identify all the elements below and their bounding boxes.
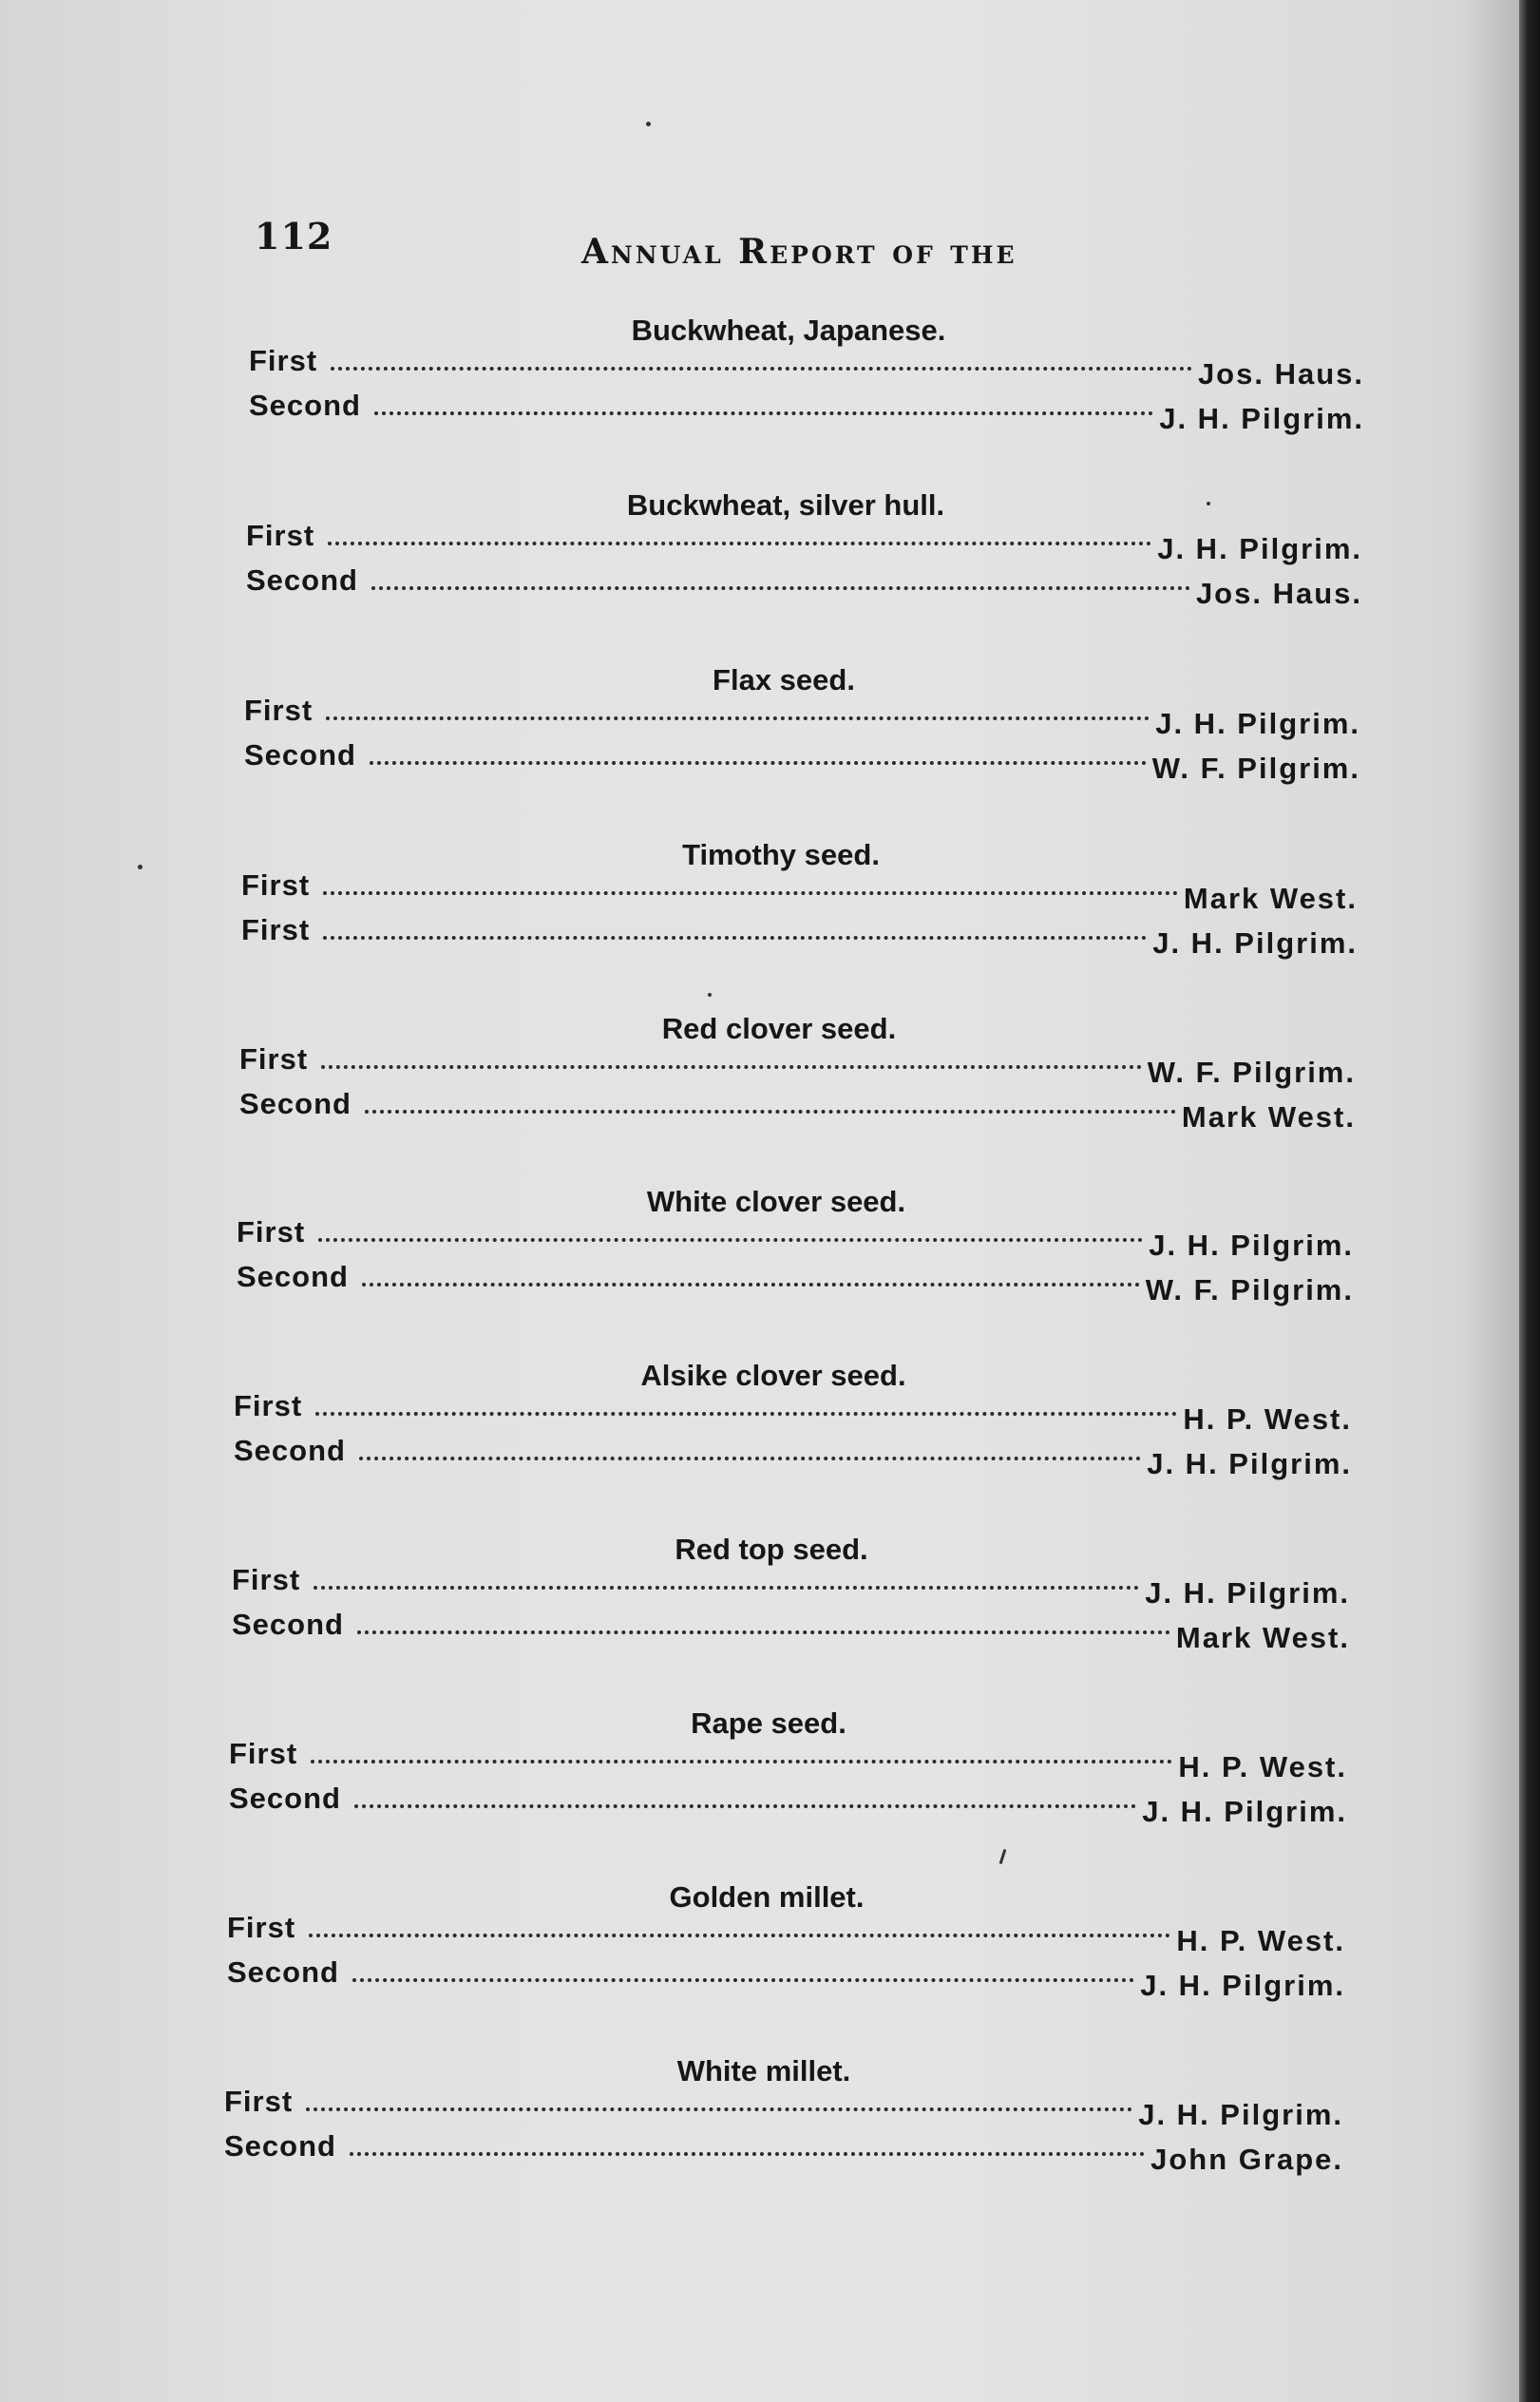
winner-name: Mark West. (1183, 882, 1358, 915)
section-title: White millet. (676, 2054, 851, 2087)
placing-label: First (232, 1563, 301, 1596)
winner-name: Mark West. (1181, 1100, 1356, 1134)
winner-name: J. H. Pilgrim. (1149, 1229, 1354, 1262)
placing-label: First (239, 1042, 309, 1076)
dot-leader (323, 891, 1178, 895)
premium-entry (246, 519, 1362, 565)
winner-name: W. F. Pilgrim. (1151, 752, 1360, 785)
dot-leader (331, 367, 1192, 371)
section-title: Golden millet. (669, 1880, 865, 1914)
placing-label: First (241, 913, 311, 946)
premium-entry (241, 868, 1358, 915)
placing-label: First (241, 868, 311, 902)
placing-label: Second (234, 1434, 346, 1467)
premium-entry (244, 738, 1360, 785)
dot-leader (323, 936, 1147, 940)
premium-entry (234, 1434, 1352, 1480)
placing-label: Second (232, 1608, 344, 1641)
winner-name: J. H. Pilgrim. (1140, 1969, 1345, 2002)
dot-leader (365, 1110, 1176, 1114)
placing-label: First (227, 1911, 296, 1944)
placing-label: First (234, 1389, 303, 1422)
dot-leader (371, 586, 1190, 590)
winner-name: J. H. Pilgrim. (1142, 1795, 1347, 1828)
placing-label: First (229, 1737, 298, 1770)
section-title: Buckwheat, silver hull. (626, 488, 945, 522)
premium-entry (239, 1042, 1356, 1089)
dot-leader (354, 1804, 1136, 1808)
premium-entry (244, 694, 1360, 740)
dot-leader (350, 2152, 1145, 2156)
winner-name: J. H. Pilgrim. (1145, 1576, 1350, 1610)
placing-label: First (224, 2085, 294, 2118)
placing-label: Second (239, 1087, 352, 1120)
winner-name: J. H. Pilgrim. (1157, 532, 1362, 565)
winner-name: H. P. West. (1178, 1750, 1347, 1783)
print-speck (1207, 502, 1210, 505)
page-edge (1519, 0, 1540, 2402)
print-speck (708, 993, 712, 997)
dot-leader (370, 761, 1147, 765)
dot-leader (306, 2107, 1132, 2111)
placing-label: First (244, 694, 314, 727)
winner-name: H. P. West. (1183, 1402, 1352, 1436)
placing-label: First (246, 519, 315, 552)
premium-entry (246, 563, 1362, 610)
premium-entry (229, 1737, 1347, 1783)
placing-label: Second (244, 738, 356, 772)
dot-leader (314, 1586, 1139, 1590)
winner-name: W. F. Pilgrim. (1145, 1273, 1354, 1306)
section-title: Alsike clover seed. (640, 1359, 906, 1392)
dot-leader (352, 1978, 1134, 1982)
winner-name: Mark West. (1175, 1621, 1350, 1654)
premium-entry (224, 2129, 1343, 2176)
placing-label: Second (246, 563, 358, 597)
running-head: Annual Report of the (581, 232, 1017, 272)
section-title: White clover seed. (646, 1185, 906, 1218)
premium-entry (229, 1782, 1347, 1828)
winner-name: J. H. Pilgrim. (1152, 926, 1358, 960)
dot-leader (315, 1412, 1177, 1416)
section-title: Red clover seed. (661, 1012, 897, 1045)
winner-name: Jos. Haus. (1197, 357, 1364, 391)
winner-name: J. H. Pilgrim. (1138, 2098, 1343, 2131)
premium-entry (237, 1260, 1354, 1306)
placing-label: Second (227, 1955, 339, 1989)
section-title: Timothy seed. (682, 838, 880, 871)
premium-entry (249, 389, 1364, 435)
winner-name: W. F. Pilgrim. (1147, 1056, 1356, 1089)
dot-leader (374, 411, 1153, 415)
section-title: Buckwheat, Japanese. (631, 314, 946, 347)
dot-leader (362, 1283, 1140, 1287)
premium-entry (241, 913, 1358, 960)
dot-leader (311, 1760, 1172, 1763)
dot-leader (318, 1238, 1143, 1242)
premium-entry (232, 1563, 1350, 1610)
winner-name: John Grape. (1150, 2143, 1343, 2176)
premium-entry (249, 344, 1364, 391)
placing-label: First (237, 1215, 306, 1249)
placing-label: First (249, 344, 318, 377)
page-number: 112 (255, 215, 333, 257)
winner-name: Jos. Haus. (1195, 577, 1362, 610)
placing-label: Second (224, 2129, 336, 2163)
section-title: Red top seed. (675, 1533, 868, 1566)
winner-name: J. H. Pilgrim. (1155, 707, 1360, 740)
page-edge-shadow (1462, 0, 1519, 2402)
winner-name: H. P. West. (1176, 1924, 1345, 1957)
winner-name: J. H. Pilgrim. (1147, 1447, 1352, 1480)
premium-entry (234, 1389, 1352, 1436)
dot-leader (357, 1630, 1170, 1634)
premium-entry (237, 1215, 1354, 1262)
print-speck (646, 122, 651, 126)
placing-label: Second (237, 1260, 349, 1293)
dot-leader (309, 1934, 1170, 1937)
winner-name: J. H. Pilgrim. (1159, 402, 1364, 435)
dot-leader (328, 542, 1151, 545)
placing-label: Second (249, 389, 361, 422)
premium-entry (227, 1911, 1345, 1957)
print-speck (138, 865, 143, 869)
premium-entry (239, 1087, 1356, 1134)
premium-entry (227, 1955, 1345, 2002)
placing-label: Second (229, 1782, 341, 1815)
dot-leader (326, 716, 1150, 720)
premium-entry (224, 2085, 1343, 2131)
section-title: Rape seed. (691, 1706, 846, 1740)
dot-leader (321, 1065, 1142, 1069)
premium-entry (232, 1608, 1350, 1654)
section-title: Flax seed. (713, 663, 855, 696)
dot-leader (359, 1457, 1141, 1460)
